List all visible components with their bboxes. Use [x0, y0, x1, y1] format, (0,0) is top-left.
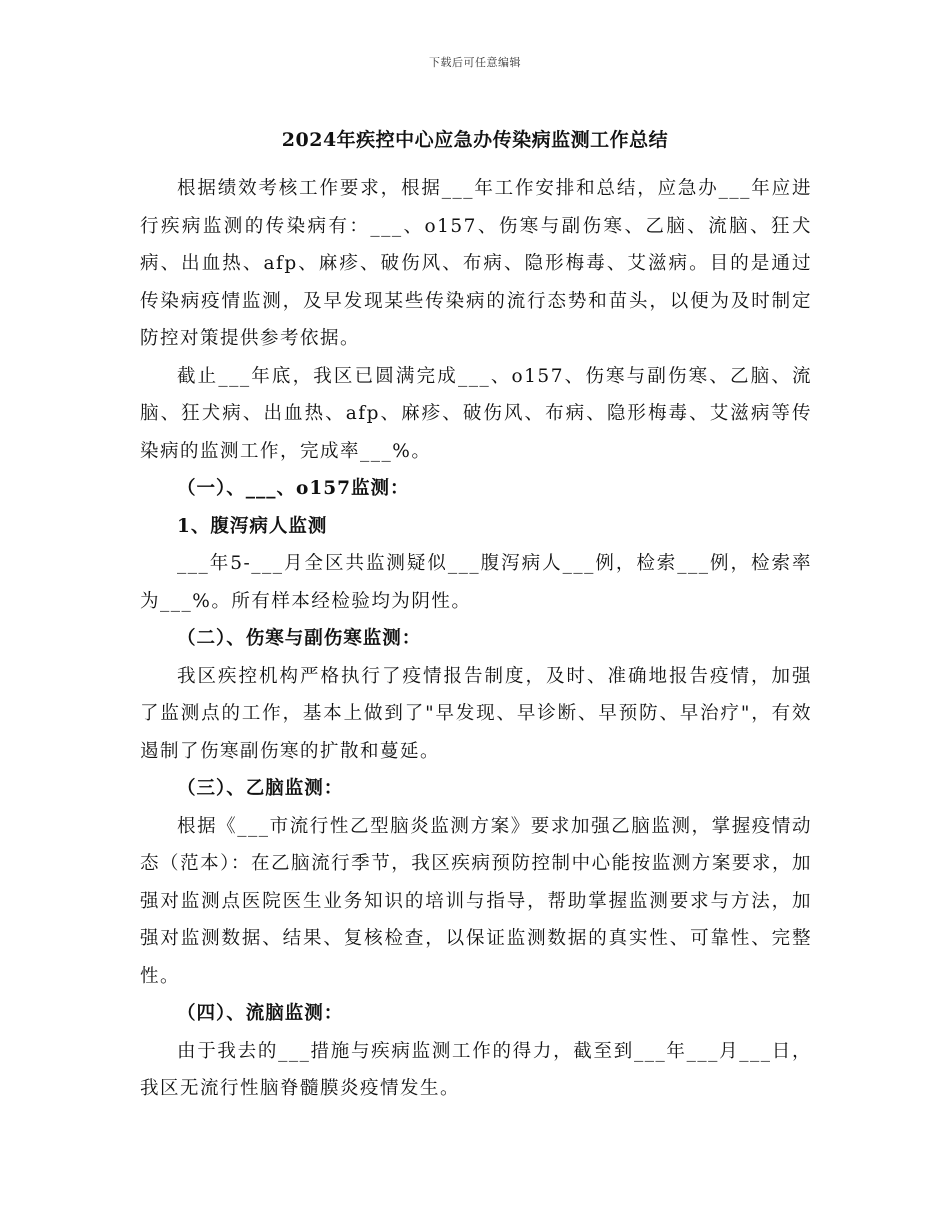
document-body [140, 170, 812, 1108]
paragraph-diarrhea: ___年5-___月全区共监测疑似___腹泻病人___例，检索___例，检索率为___%。所有样本经检验均为阴性。 [140, 553, 812, 612]
subsection-heading-diarrhea: 1、腹泻病人监测 [177, 515, 328, 537]
paragraph-typhoid: 我区疾控机构严格执行了疫情报告制度，及时、准确地报告疫情，加强了监测点的工作，基本上做到了"早发现、早诊断、早预防、早治疗"，有效遏制了伤寒副伤寒的扩散和蔓延。 [140, 665, 812, 762]
section-heading-2: （二）、伤寒与副伤寒监测： [177, 628, 422, 649]
paragraph-intro: 根据绩效考核工作要求，根据___年工作安排和总结，应急办___年应进行疾病监测的传染病有：___、o157、伤寒与副伤寒、乙脑、流脑、狂犬病、出血热、afp、麻疹、破伤风、布病、隐形梅毒、艾滋病。目的是通过传染病疫情监测，及早发现某些传染病的流行态势和苗头，以便为及时制定防控对策提供参考依据。 [140, 178, 812, 349]
paragraph-completion: 截止___年底，我区已圆满完成___、o157、伤寒与副伤寒、乙脑、流脑、狂犬病、出血热、afp、麻疹、破伤风、布病、隐形梅毒、艾滋病等传染病的监测工作，完成率___%。 [140, 365, 812, 462]
section-heading-1: （一）、___、o157监测： [177, 478, 410, 499]
paragraph-meningitis: 由于我去的___措施与疾病监测工作的得力，截至到___年___月___日，我区无流行性脑脊髓膜炎疫情发生。 [140, 1040, 812, 1099]
section-heading-4: （四）、流脑监测： [177, 1003, 344, 1024]
document-title: 2024年疾控中心应急办传染病监测工作总结 [281, 129, 669, 151]
section-heading-3: （三）、乙脑监测： [177, 778, 344, 799]
header-note: 下载后可任意编辑 [429, 56, 521, 69]
paragraph-encephalitis: 根据《___市流行性乙型脑炎监测方案》要求加强乙脑监测，掌握疫情动态（范本）：在乙脑流行季节，我区疾病预防控制中心能按监测方案要求，加强对监测点医院医生业务知识的培训与指导，帮助掌握监测要求与方法，加强对监测数据、结果、复核检查，以保证监测数据的真实性、可靠性、完整性。 [140, 815, 812, 987]
